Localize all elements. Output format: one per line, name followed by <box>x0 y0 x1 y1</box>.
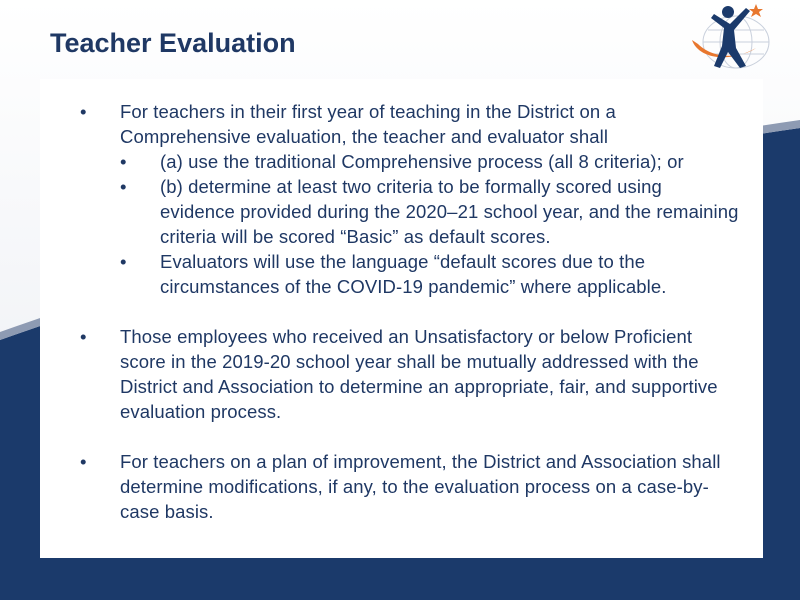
sub-list-item-text: (b) determine at least two criteria to be formally scored using evidence provided during the 2020–21 school year, and the remaining criteria will be scored “Basic” as default scores. <box>160 176 739 247</box>
page-title: Teacher Evaluation <box>50 28 296 58</box>
person-star-globe-logo-icon <box>684 0 800 80</box>
list-item <box>80 449 739 524</box>
sub-list-item-text: Evaluators will use the language “default scores due to the circumstances of the COVID-19 pandemic” where applicable. <box>160 251 667 297</box>
sub-list-item <box>120 249 739 299</box>
bullet-icon: • <box>80 451 87 472</box>
sub-list-item-text: (a) use the traditional Comprehensive process (all 8 criteria); or <box>160 151 684 172</box>
bullet-list <box>80 99 739 524</box>
bullet-icon: • <box>120 176 127 197</box>
list-item <box>80 99 739 299</box>
bullet-icon: • <box>80 326 87 347</box>
sub-list-item <box>120 149 739 174</box>
sub-list-item <box>120 174 739 249</box>
list-item-text: For teachers in their first year of teaching in the District on a Comprehensive evaluation, the teacher and evaluator shall <box>120 101 616 147</box>
sub-list <box>120 149 739 299</box>
bullet-icon: • <box>80 101 87 122</box>
bullet-icon: • <box>120 251 127 272</box>
list-item-text: Those employees who received an Unsatisfactory or below Proficient score in the 2019-20 school year shall be mutually addressed with the District and Association to determine an appropriate, fair, and supportive evaluation process. <box>120 326 718 422</box>
list-item <box>80 324 739 424</box>
content-panel <box>40 79 763 558</box>
bullet-icon: • <box>120 151 127 172</box>
list-item-text: For teachers on a plan of improvement, the District and Association shall determine modifications, if any, to the evaluation process on a case-by-case basis. <box>120 451 721 522</box>
